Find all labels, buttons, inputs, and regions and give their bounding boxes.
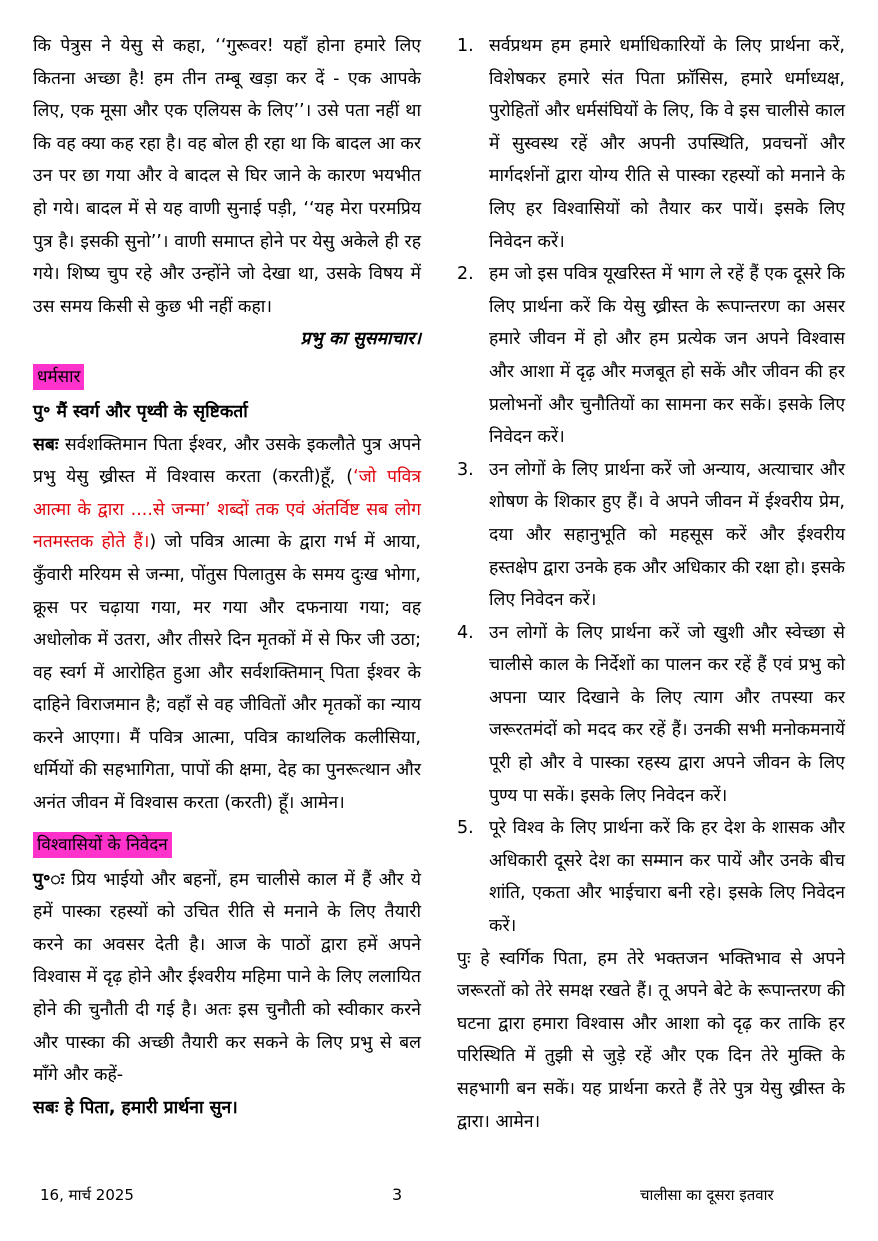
footer-title: चालीसा का दूसरा इतवार	[640, 1186, 774, 1204]
creed-title: पु॰ मैं स्वर्ग और पृथ्वी के सृष्टिकर्ता	[33, 401, 248, 422]
petition-list	[457, 30, 845, 943]
prayer-intro-text: प्रिय भाईयो और बहनों, हम चालीसे काल में हैं और ये हमें पास्का रहस्यों को उचित रीति से मनाने के लिए तैयारी करने का अवसर देती है। आज के पाठों द्वारा हमें अपने विश्वास में दृढ़ होने और ईश्वरीय महिमा पाने के लिए ललायित होने की चुनौती दी गई है। अतः इस चुनौती को स्वीकार करने और पास्का की अच्छी तैयारी कर सकने के लिए प्रभु से बल माँगे और कहें-	[33, 869, 421, 1086]
petition-item	[457, 812, 845, 942]
footer-date: 16, मार्च 2025	[40, 1186, 134, 1204]
prayer-intro	[33, 864, 421, 1092]
petition-item	[457, 454, 845, 617]
petition-text: सर्वप्रथम हम हमारे धर्माधिकारियों के लिए प्रार्थना करें, विशेषकर हमारे संत पिता फ्राॅसिस, हमारे धर्माध्यक्ष, पुरोहितों और धर्मसंघियों के लिए, कि वे इस चालीसे काल में सुस्वस्थ रहें और अपनी उपस्थिति, प्रवचनों और मार्गदर्शनों द्वारा योग्य रीति से पास्का रहस्यों को मनाने के लिए हर विश्वासियों को तैयार कर पायें। इसके लिए निवेदन करें।	[489, 36, 845, 252]
prayer-response: सबः हे पिता, हमारी प्रार्थना सुन।	[33, 1097, 238, 1118]
prayer-heading: विश्वासियों के निवेदन	[33, 832, 172, 858]
petition-text: उन लोगों के लिए प्रार्थना करें जो अन्याय, अत्याचार और शोषण के शिकार हुए हैं। वे अपने जीवन में ईश्वरीय प्रेम, दया और सहानुभूति को महसूस करें और ईश्वरीय हस्तक्षेप द्वारा उनके हक और अधिकार की रक्षा हो। इसके लिए निवेदन करें।	[489, 459, 845, 611]
prayer-prefix: पु॰ः	[33, 869, 65, 890]
creed-heading: धर्मसार	[33, 364, 84, 390]
creed-rubric: ‘जो पवित्र आत्मा के द्वारा ....से जन्मा’ शब्दों तक एवं अंतर्विष्ट सब लोग नतमस्तक होते हैं।	[33, 467, 421, 553]
gospel-text: कि पेत्रुस ने येसु से कहा, ‘‘गुरूवर! यहाँ होना हमारे लिए कितना अच्छा है! हम तीन तम्बू खड़ा कर दें - एक आपके लिए, एक मूसा और एक एलियस के लिए’’। उसे पता नहीं था कि वह क्या कह रहा है। वह बोल ही रहा था कि बादल आ कर उन पर छा गया और वे बादल से घिर जाने के कारण भयभीत हो गये। बादल में से यह वाणी सुनाई पड़ी, ‘‘यह मेरा परमप्रिय पुत्र है। इसकी सुनो’’। वाणी समाप्त होने पर येसु अकेले ही रह गये। शिष्य चुप रहे और उन्होंने जो देखा था, उसके विषय में उस समय किसी से कुछ भी नहीं कहा।	[33, 36, 421, 317]
petition-item	[457, 258, 845, 454]
petition-number: 2.	[457, 264, 474, 285]
petition-number: 1.	[457, 36, 474, 56]
left-column	[33, 30, 421, 1124]
closing-prayer: पुः हे स्वर्गिक पिता, हम तेरे भक्तजन भक्तिभाव से अपने जरूरतों को तेरे समक्ष रखते हैं। तू अपने बेटे के रूपान्तरण की घटना द्वारा हमारा विश्वास और आशा को दृढ़ कर ताकि हर परिस्थिति में तुझी से जुड़े रहें और एक दिन तेरे मुक्ति के सहभागी बन सकें। यह प्रार्थना करते हैं तेरे पुत्र येसु ख्रीस्त के द्वारा। आमेन।	[457, 948, 845, 1132]
gospel-signature: प्रभु का सुसमाचार।	[300, 329, 421, 350]
creed-text	[33, 429, 421, 820]
creed-part1: सर्वशक्तिमान पिता ईश्वर, और उसके इकलौते पुत्र अपने प्रभु येसु ख्रीस्त में विश्वास करता (करती)हूँ, (	[33, 434, 421, 488]
creed-prefix: सबः	[33, 434, 59, 455]
petition-item	[457, 30, 845, 258]
petition-number: 4.	[457, 622, 474, 643]
petition-text: हम जो इस पवित्र यूखरिस्त में भाग ले रहें हैं एक दूसरे कि लिए प्रार्थना करें कि येसु ख्रीस्त के रूपान्तरण का असर हमारे जीवन में हो और हम प्रत्येक जन अपने विश्वास और आशा में दृढ़ और मजबूत हो सकें और जीवन की हर प्रलोभनों और चुनौतियों का सामना कर सकें। इसके लिए निवेदन करें।	[489, 264, 845, 448]
petition-text: उन लोगों के लिए प्रार्थना करें जो खुशी और स्वेच्छा से चालीसे काल के निर्देशों का पालन कर रहें हैं एवं प्रभु को अपना प्यार दिखाने के लिए त्याग और तपस्या कर जरूरतमंदों को मदद कर रहें हैं। उनकी सभी मनोकमनायें पूरी हो और वे पास्का रहस्य द्वारा अपने जीवन के लिए पुण्य पा सकें। इसके लिए निवेदन करें।	[489, 622, 845, 806]
petition-number: 5.	[457, 818, 474, 839]
page-number: 3	[392, 1185, 403, 1204]
petition-item	[457, 617, 845, 813]
petition-number: 3.	[457, 459, 474, 480]
petition-text: पूरे विश्व के लिए प्रार्थना करें कि हर देश के शासक और अधिकारी दूसरे देश का सम्मान कर पायें और उनके बीच शांति, एकता और भाईचारा बनी रहे। इसके लिए निवेदन करें।	[489, 818, 845, 937]
creed-part2: ) जो पवित्र आत्मा के द्वारा गर्भ में आया, कुँवारी मरियम से जन्मा, पोंतुस पिलातुस के समय दुःख भोगा, क्रूस पर चढ़ाया गया, मर गया और दफनाया गया; वह अधोलोक में उतरा, और तीसरे दिन मृतकों में से फिर जी उठा; वह स्वर्ग में आरोहित हुआ और सर्वशक्तिमान् पिता ईश्वर के दाहिने विराजमान है; वहाँ से वह जीवितों और मृतकों का न्याय करने आएगा। मैं पवित्र आत्मा, पवित्र काथलिक कलीसिया, धर्मियों की सहभागिता, पापों की क्षमा, देह का पुनरूत्थान और अनंत जीवन में विश्वास करता (करती) हूँ। आमेन।	[33, 532, 421, 814]
right-column	[457, 30, 845, 1138]
